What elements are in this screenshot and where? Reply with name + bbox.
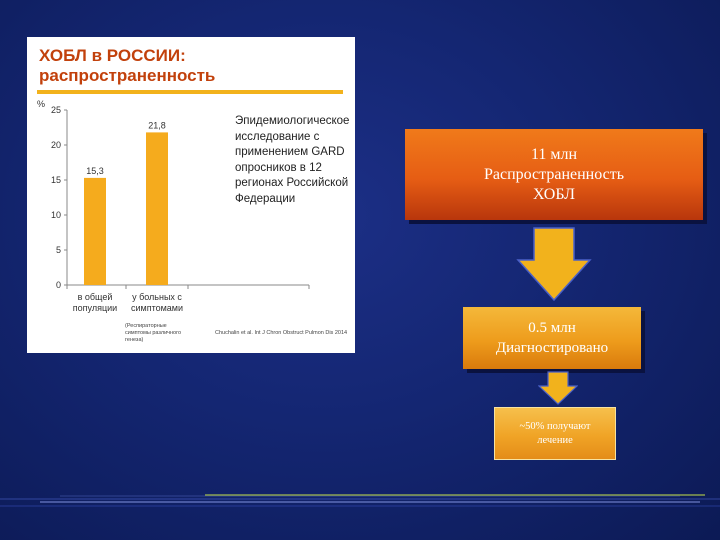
bar-value-label: 15,3 bbox=[86, 165, 104, 176]
y-axis-label: % bbox=[37, 99, 46, 109]
bar-value-label: 21,8 bbox=[148, 120, 166, 131]
prevalence-disease: ХОБЛ bbox=[533, 185, 575, 203]
prevalence-label: Распространенность bbox=[483, 165, 625, 183]
diagnosed-count: 0.5 млн bbox=[528, 320, 576, 336]
down-arrow-large-icon bbox=[516, 226, 592, 302]
bar bbox=[146, 132, 168, 285]
bar bbox=[84, 178, 106, 285]
chart-title-line-2: распространенность bbox=[39, 66, 216, 85]
y-tick-label: 5 bbox=[55, 245, 61, 255]
diagnosed-label: Диагностировано bbox=[495, 340, 609, 356]
y-tick-label: 25 bbox=[50, 105, 61, 115]
prevalence-count: 11 млн bbox=[530, 145, 578, 163]
treated-share: ~50% получают bbox=[519, 420, 591, 432]
footnote-left-1: (Респираторные bbox=[125, 323, 167, 329]
y-tick-label: 20 bbox=[50, 140, 61, 150]
category-label: популяции bbox=[72, 303, 118, 313]
category-label: у больных с bbox=[132, 292, 182, 302]
prevalence-box bbox=[405, 129, 703, 220]
y-tick-label: 10 bbox=[50, 210, 61, 220]
footnote-left-2: симптомы различного bbox=[125, 330, 182, 336]
treated-label: лечение bbox=[537, 434, 573, 446]
treated-box bbox=[494, 407, 616, 460]
down-arrow-small-icon bbox=[538, 371, 578, 405]
chart-panel bbox=[27, 37, 355, 353]
category-label: в общей bbox=[77, 292, 113, 302]
diagnosed-box bbox=[463, 307, 641, 369]
chart-title-line-1: ХОБЛ в РОССИИ: bbox=[39, 46, 186, 65]
footnote-right: Chuchalin et al. Int J Chron Obstruct Pulmon Dis 2014 bbox=[215, 330, 348, 336]
y-tick-label: 15 bbox=[50, 175, 61, 185]
y-tick-label: 0 bbox=[55, 280, 61, 290]
category-label: симптомами bbox=[130, 303, 184, 313]
footnote-left-3: генеза) bbox=[125, 337, 144, 343]
study-annotation: Эпидемиологическое исследование с применением GARD опросников в 12 регионах Российской Федерации bbox=[235, 115, 350, 205]
